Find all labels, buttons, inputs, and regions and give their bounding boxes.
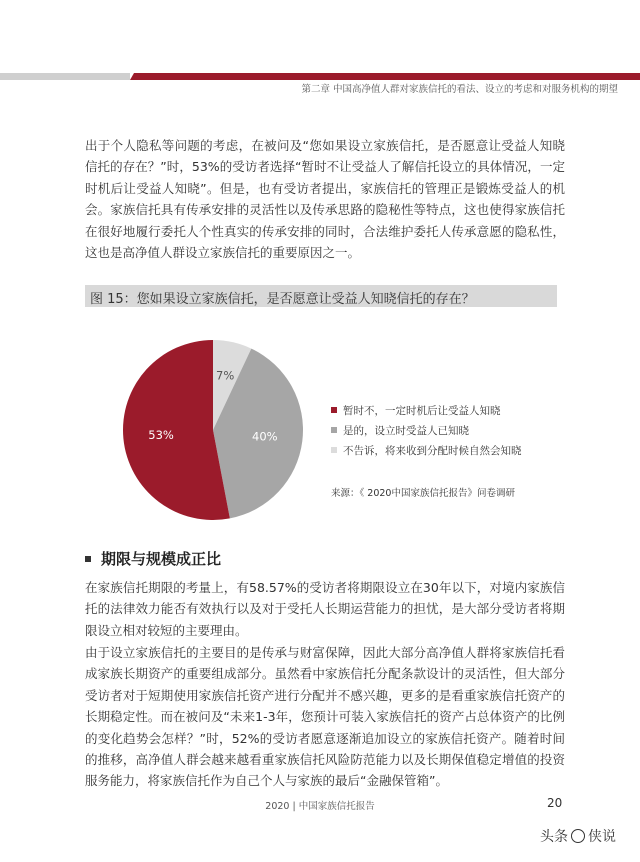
watermark-prefix: 头条 xyxy=(540,829,568,845)
chapter-header: 第二章 中国高净值人群对家族信托的看法、设立的考虑和对服务机构的期望 xyxy=(301,84,618,95)
header-accent-red xyxy=(130,73,640,80)
body-paragraph-term xyxy=(85,577,565,641)
legend-label: 是的，设立时受益人已知晓 xyxy=(343,424,469,437)
pie-slice-label: 53% xyxy=(148,427,174,442)
pie-chart xyxy=(118,335,308,525)
footer-report-title: 2020 | 中国家族信托报告 xyxy=(265,801,375,812)
chart-legend xyxy=(331,400,522,460)
section-title: 期限与规模成正比 xyxy=(101,550,222,568)
legend-swatch xyxy=(331,407,337,413)
body-paragraph-scale xyxy=(85,642,565,792)
paragraph-text: 出于个人隐私等问题的考虑，在被问及“您如果设立家族信托，是否愿意让受益人知晓信托的存在？”时，53%的受访者选择“暂时不让受益人了解信托设立的具体情况，一定时机后让受益人知晓”。但是，也有受访者提出，家族信托的管理正是锻炼受益人的机会。家族信托具有传承安排的灵活性以及传承思路的隐秘性等特点，这也使得家族信托在很好地履行委托人个性真实的传承安排的同时，合法维护委托人传承意愿的隐私性，这也是高净值人群设立家族信托的重要原因之一。 xyxy=(85,138,565,261)
section-heading xyxy=(85,548,221,569)
legend-label: 暂时不，一定时机后让受益人知晓 xyxy=(343,404,501,417)
figure-source: 来源：《 2020中国家族信托报告》问卷调研 xyxy=(331,488,515,499)
watermark xyxy=(540,826,616,846)
header-accent-gray xyxy=(0,73,130,80)
page-number: 20 xyxy=(547,796,563,810)
legend-item xyxy=(331,400,522,420)
paragraph-text: 由于设立家族信托的主要目的是传承与财富保障，因此大部分高净值人群将家族信托看成家族长期资产的重要组成部分。虽然看中家族信托分配条款设计的灵活性，但大部分受访者对于短期使用家族信托资产进行分配并不感兴趣，更多的是看重家族信托资产的长期稳定性。而在被问及“未来1-3年，您预计可装入家族信托的资产占总体资产的比例的变化趋势会怎样？”时，52%的受访者愿意逐渐追加设立的家族信托资产。随着时间的推移，高净值人群会越来越看重家族信托风险防范能力以及长期保值稳定增值的投资服务能力，将家族信托作为自己个人与家族的最后“金融保管箱”。 xyxy=(85,645,565,789)
legend-item xyxy=(331,440,522,460)
legend-item xyxy=(331,420,522,440)
body-paragraph-privacy xyxy=(85,135,565,263)
watermark-suffix: 侠说 xyxy=(588,829,616,845)
figure-title: 图 15：您如果设立家族信托，是否愿意让受益人知晓信托的存在？ xyxy=(90,292,475,307)
legend-swatch xyxy=(331,447,337,453)
pie-slice-label: 40% xyxy=(252,429,278,444)
paragraph-text: 在家族信托期限的考量上，有58.57%的受访者将期限设立在30年以下，对境内家族信托的法律效力能否有效执行以及对于受托人长期运营能力的担忧，是大部分受访者将期限设立相对较短的主要理由。 xyxy=(85,580,565,638)
legend-label: 不告诉，将来收到分配时候自然会知晓 xyxy=(343,444,522,457)
pie-slice-label: 7% xyxy=(216,368,235,383)
figure-title-bar xyxy=(85,285,557,307)
legend-swatch xyxy=(331,427,337,433)
at-icon xyxy=(571,829,585,843)
section-bullet-icon xyxy=(85,556,91,562)
